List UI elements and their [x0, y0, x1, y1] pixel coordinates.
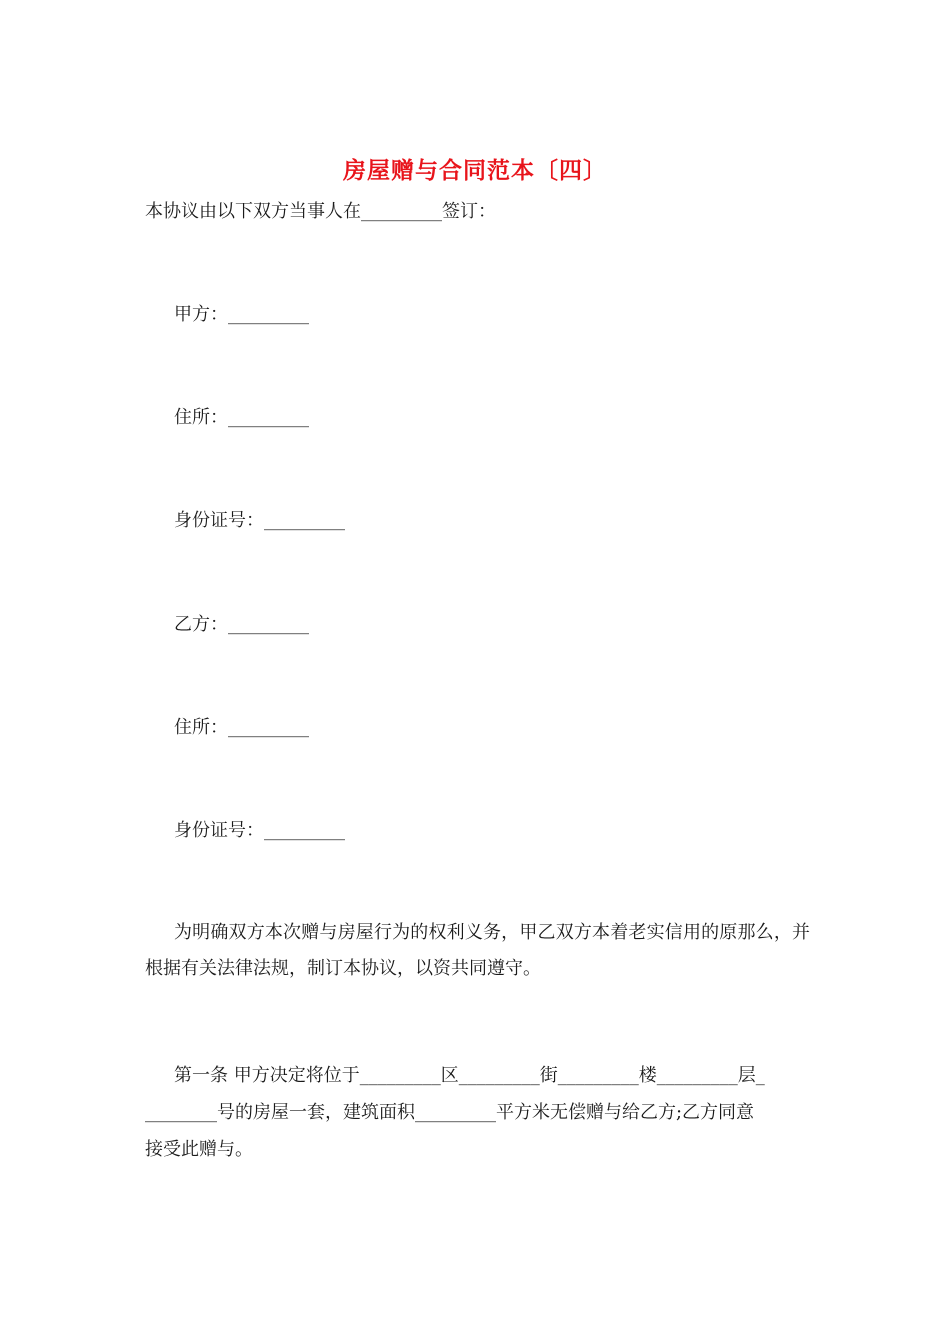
purpose-paragraph: 为明确双方本次赠与房屋行为的权利义务，甲乙双方本着老实信用的原那么，并根据有关法律法规，制订本协议，以资共同遵守。	[145, 922, 810, 979]
intro-line: 本协议由以下双方当事人在_________签订：	[145, 201, 496, 222]
document-title: 房屋赠与合同范本〔四〕	[343, 157, 607, 184]
party-a-line: 甲方：_________	[174, 304, 309, 325]
party-b-line: 乙方：_________	[174, 614, 309, 635]
party-b-address-line: 住所：_________	[174, 717, 309, 738]
article-1-line-3: 接受此赠与。	[145, 1139, 253, 1160]
party-b-id-line: 身份证号：_________	[174, 820, 345, 841]
article-1-line-2: ________号的房屋一套，建筑面积_________平方米无偿赠与给乙方;乙方同意	[145, 1102, 755, 1123]
party-a-id-line: 身份证号：_________	[174, 510, 345, 531]
article-1-line-1: 第一条 甲方决定将位于_________区_________街_________楼_________层_	[174, 1065, 765, 1086]
party-a-address-line: 住所：_________	[174, 407, 309, 428]
